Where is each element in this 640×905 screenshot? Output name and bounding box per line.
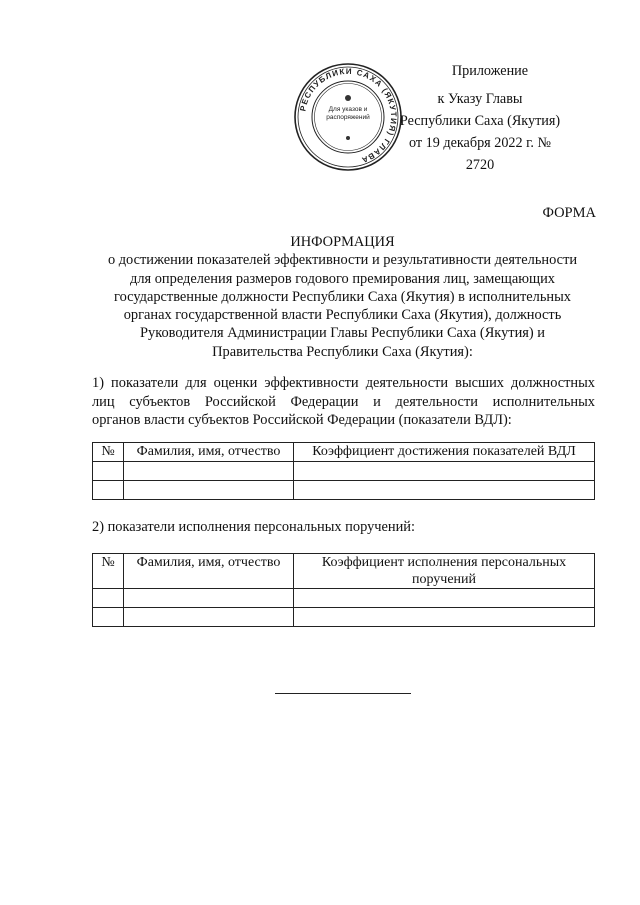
title-heading: ИНФОРМАЦИЯ	[290, 234, 395, 250]
section1-text	[92, 374, 595, 430]
title-line: о достижении показателей эффективности и результативности деятельности	[107, 252, 578, 269]
appendix-line-1: Приложение	[451, 63, 529, 79]
official-seal	[293, 62, 403, 172]
col-header-number: №	[93, 554, 124, 589]
title-line: для определения размеров годового премирования лиц, замещающих	[130, 270, 555, 287]
col-header-coefficient: Коэффициент достижения показателей ВДЛ	[294, 443, 595, 462]
table-row	[93, 481, 595, 500]
title-line: государственные должности Республики Саха (Якутия) в исполнительных	[114, 288, 571, 305]
seal-ring-text: РЕСПУБЛИКИ САХА (ЯКУТИЯ) ГЛАВА	[298, 66, 399, 165]
appendix-line-2: к Указу Главы	[437, 91, 523, 107]
col-header-name: Фамилия, имя, отчество	[124, 443, 294, 462]
section2-text: 2) показатели исполнения персональных поручений:	[92, 519, 415, 535]
section1-line: органов власти субъектов Российской Федерации (показатели ВДЛ):	[92, 412, 512, 429]
title-line: Правительства Республики Саха (Якутия):	[212, 343, 473, 360]
table-row	[93, 608, 595, 627]
appendix-line-3: Республики Саха (Якутия)	[399, 113, 561, 129]
seal-center-text: Для указов и распоряжений	[326, 106, 370, 121]
col-header-name: Фамилия, имя, отчество	[124, 554, 294, 589]
section1-line: 1) показатели для оценки эффективности деятельности высших должностных	[92, 375, 595, 391]
table-header-row	[93, 443, 595, 462]
personal-instructions-table	[92, 553, 595, 627]
title-line: органах государственной власти Республики Саха (Якутия), должность	[123, 307, 562, 324]
title-line: Руководителя Администрации Главы Республики Саха (Якутия) и	[140, 325, 545, 342]
col-header-coefficient: Коэффициент исполнения персональных поручений	[294, 554, 595, 589]
appendix-header	[394, 60, 566, 176]
table-row	[93, 589, 595, 608]
appendix-line-4: от 19 декабря 2022 г. № 2720	[408, 135, 552, 173]
document-title	[60, 233, 625, 361]
col-header-number: №	[93, 443, 124, 462]
table-header-row	[93, 554, 595, 589]
section1-line: лиц субъектов Российской Федерации и деятельности исполнительных	[92, 393, 595, 410]
form-label: ФОРМА	[542, 205, 596, 221]
table-row	[93, 462, 595, 481]
closing-line-divider	[275, 693, 411, 694]
vdl-indicators-table	[92, 442, 595, 500]
